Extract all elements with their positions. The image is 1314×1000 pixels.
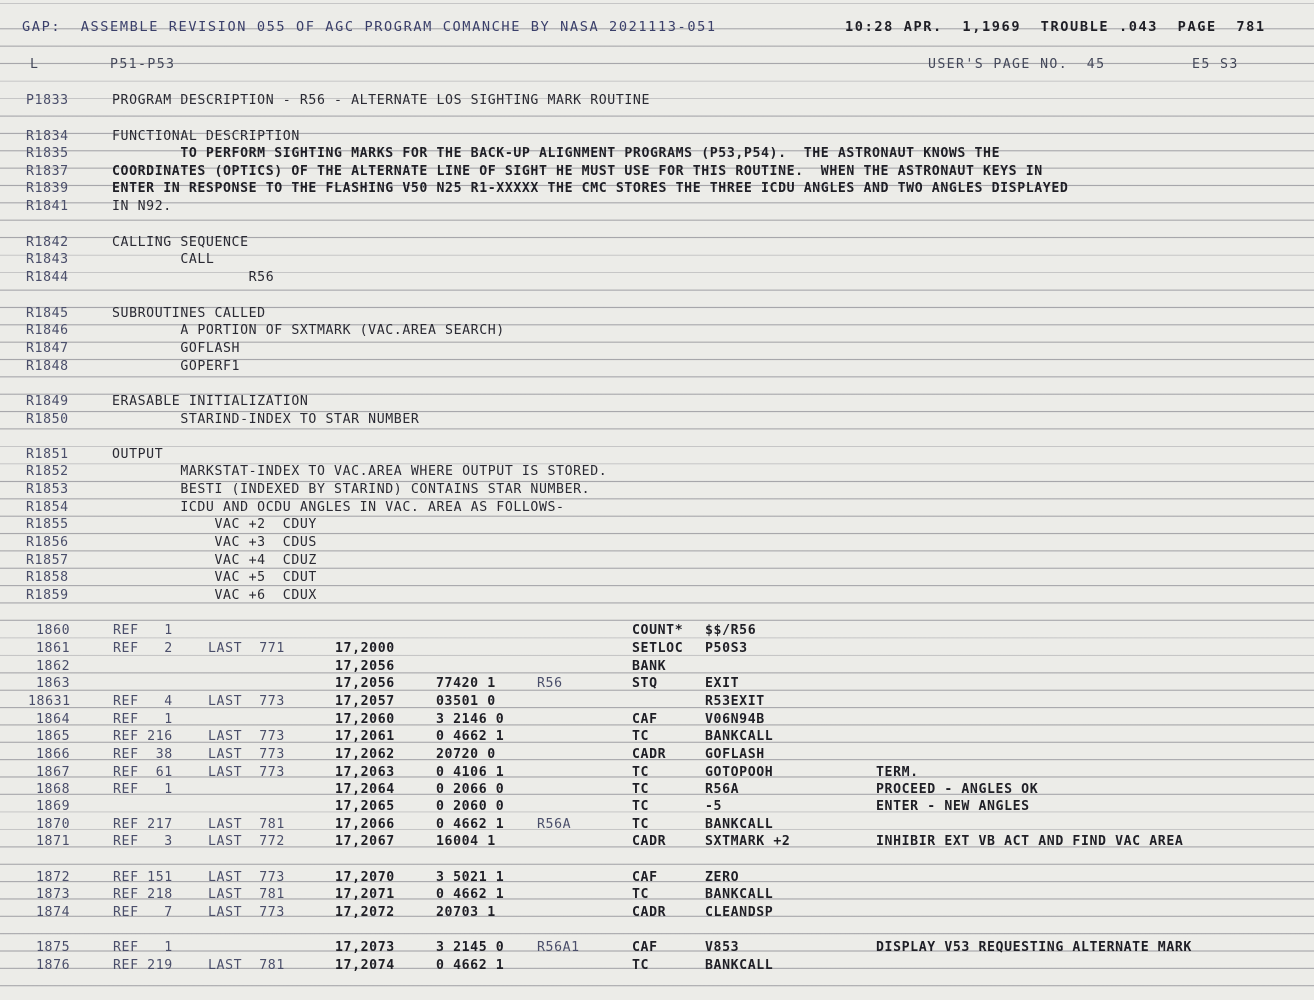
comment: ENTER - NEW ANGLES [876,799,1030,814]
operand: BANKCALL [705,958,774,973]
symbol-label: R56 [537,676,563,691]
line-id: R1855 [26,517,69,532]
line-number: 1863 [36,676,71,691]
opcode: CADR [632,905,667,920]
line-id: R1850 [26,412,69,427]
address: 17,2062 [335,747,395,762]
users-page-number: USER'S PAGE NO. 45 [928,57,1106,72]
line-id: R1859 [26,588,69,603]
ref-count: REF 3 [113,834,173,849]
line-id: P1833 [26,93,69,108]
operand: V06N94B [705,712,765,727]
line-id: R1842 [26,235,69,250]
ref-count: REF 4 [113,694,173,709]
remark-text: OUTPUT [112,447,164,462]
last-ref: LAST 773 [208,870,285,885]
line-number: 1864 [36,712,71,727]
line-number: 1866 [36,747,71,762]
remark-text: COORDINATES (OPTICS) OF THE ALTERNATE LINE OF SIGHT HE MUST USE FOR THIS ROUTINE. WHEN THE ASTRONAUT KEYS IN [112,164,1043,179]
ref-count: REF 1 [113,623,173,638]
octal-word: 0 4662 1 [436,817,505,832]
program-range: P51-P53 [110,57,176,72]
opcode: SETLOC [632,641,684,656]
opcode: TC [632,729,650,744]
operand: ZERO [705,870,740,885]
operand: BANKCALL [705,887,774,902]
ref-count: REF 38 [113,747,173,762]
line-id: R1837 [26,164,69,179]
ref-count: REF 217 [113,817,173,832]
line-id: R1854 [26,500,69,515]
line-id: R1834 [26,129,69,144]
listing-subheader [0,56,1239,73]
last-ref: LAST 773 [208,765,285,780]
octal-word: 20703 1 [436,905,496,920]
octal-word: 3 2145 0 [436,940,505,955]
last-ref: LAST 773 [208,905,285,920]
opcode: CAF [632,870,658,885]
opcode: COUNT* [632,623,684,638]
ref-count: REF 1 [113,712,173,727]
line-id: R1858 [26,570,69,585]
address: 17,2060 [335,712,395,727]
line-number: 1862 [36,659,71,674]
line-id: R1841 [26,199,69,214]
listing-type: L [30,57,40,72]
line-number: 1870 [36,817,71,832]
remark-text: VAC +2 CDUY [112,517,317,532]
line-id: R1853 [26,482,69,497]
address: 17,2064 [335,782,395,797]
remark-text: CALL [112,252,215,267]
line-id: R1844 [26,270,69,285]
remark-text: FUNCTIONAL DESCRIPTION [112,129,300,144]
listing-header [0,19,1266,36]
ref-count: REF 151 [113,870,173,885]
octal-word: 0 2066 0 [436,782,505,797]
line-id: R1847 [26,341,69,356]
octal-word: 20720 0 [436,747,496,762]
octal-word: 3 5021 1 [436,870,505,885]
line-id: R1849 [26,394,69,409]
last-ref: LAST 781 [208,817,285,832]
remark-text: ENTER IN RESPONSE TO THE FLASHING V50 N25 R1-XXXXX THE CMC STORES THE THREE ICDU ANGLES AND TWO ANGLES DISPLAYED [112,181,1069,196]
address: 17,2056 [335,659,395,674]
operand: GOTOPOOH [705,765,774,780]
address: 17,2061 [335,729,395,744]
remark-text: R56 [112,270,275,285]
ref-count: REF 219 [113,958,173,973]
line-id: R1852 [26,464,69,479]
last-ref: LAST 773 [208,729,285,744]
line-number: 1860 [36,623,71,638]
symbol-label: R56A1 [537,940,580,955]
opcode: STQ [632,676,658,691]
ref-count: REF 61 [113,765,173,780]
address: 17,2073 [335,940,395,955]
remark-text: ICDU AND OCDU ANGLES IN VAC. AREA AS FOLLOWS- [112,500,565,515]
opcode: CADR [632,834,667,849]
line-number: 1868 [36,782,71,797]
octal-word: 0 4662 1 [436,958,505,973]
remark-text: A PORTION OF SXTMARK (VAC.AREA SEARCH) [112,323,505,338]
last-ref: LAST 781 [208,958,285,973]
operand: V853 [705,940,740,955]
address: 17,2057 [335,694,395,709]
line-id: R1856 [26,535,69,550]
line-number: 1874 [36,905,71,920]
address: 17,2071 [335,887,395,902]
ref-count: REF 1 [113,940,173,955]
octal-word: 3 2146 0 [436,712,505,727]
opcode: CAF [632,940,658,955]
octal-word: 03501 0 [436,694,496,709]
opcode: BANK [632,659,667,674]
bank-section: E5 S3 [1192,57,1239,72]
line-id: R1857 [26,553,69,568]
address: 17,2065 [335,799,395,814]
remark-text: ERASABLE INITIALIZATION [112,394,309,409]
remark-text: MARKSTAT-INDEX TO VAC.AREA WHERE OUTPUT IS STORED. [112,464,608,479]
comment: PROCEED - ANGLES OK [876,782,1039,797]
octal-word: 0 4106 1 [436,765,505,780]
address: 17,2067 [335,834,395,849]
remark-text: VAC +3 CDUS [112,535,317,550]
line-id: R1848 [26,359,69,374]
octal-word: 77420 1 [436,676,496,691]
line-id: R1839 [26,181,69,196]
octal-word: 0 4662 1 [436,729,505,744]
comment: INHIBIR EXT VB ACT AND FIND VAC AREA [876,834,1184,849]
remark-text: SUBROUTINES CALLED [112,306,266,321]
remark-text: CALLING SEQUENCE [112,235,249,250]
symbol-label: R56A [537,817,572,832]
operand: $$/R56 [705,623,757,638]
line-id: R1845 [26,306,69,321]
opcode: TC [632,887,650,902]
run-info: 10:28 APR. 1,1969 TROUBLE .043 PAGE 781 [845,19,1266,35]
line-number: 1865 [36,729,71,744]
ref-count: REF 7 [113,905,173,920]
line-number: 1871 [36,834,71,849]
line-id: R1835 [26,146,69,161]
remark-text: BESTI (INDEXED BY STARIND) CONTAINS STAR NUMBER. [112,482,591,497]
opcode: CAF [632,712,658,727]
remark-text: GOPERF1 [112,359,241,374]
remark-text: VAC +4 CDUZ [112,553,317,568]
comment: DISPLAY V53 REQUESTING ALTERNATE MARK [876,940,1192,955]
remark-text: IN N92. [112,199,172,214]
line-id: R1851 [26,447,69,462]
last-ref: LAST 781 [208,887,285,902]
remark-text: TO PERFORM SIGHTING MARKS FOR THE BACK-UP ALIGNMENT PROGRAMS (P53,P54). THE ASTRONAUT KNOWS THE [112,146,1001,161]
operand: EXIT [705,676,740,691]
line-number: 18631 [28,694,71,709]
opcode: TC [632,958,650,973]
operand: -5 [705,799,723,814]
ref-count: REF 1 [113,782,173,797]
address: 17,2063 [335,765,395,780]
opcode: TC [632,817,650,832]
ref-count: REF 2 [113,641,173,656]
remark-text: PROGRAM DESCRIPTION - R56 - ALTERNATE LOS SIGHTING MARK ROUTINE [112,93,650,108]
operand: SXTMARK +2 [705,834,791,849]
address: 17,2066 [335,817,395,832]
last-ref: LAST 773 [208,747,285,762]
operand: BANKCALL [705,817,774,832]
opcode: TC [632,799,650,814]
assembly-title: GAP: ASSEMBLE REVISION 055 OF AGC PROGRAM COMANCHE BY NASA 2021113-051 [22,19,717,35]
last-ref: LAST 771 [208,641,285,656]
line-id: R1846 [26,323,69,338]
last-ref: LAST 773 [208,694,285,709]
address: 17,2000 [335,641,395,656]
octal-word: 0 4662 1 [436,887,505,902]
octal-word: 16004 1 [436,834,496,849]
remark-text: VAC +6 CDUX [112,588,317,603]
operand: CLEANDSP [705,905,774,920]
opcode: CADR [632,747,667,762]
comment: TERM. [876,765,919,780]
remark-text: GOFLASH [112,341,241,356]
line-number: 1861 [36,641,71,656]
operand: R53EXIT [705,694,765,709]
line-number: 1872 [36,870,71,885]
octal-word: 0 2060 0 [436,799,505,814]
line-number: 1876 [36,958,71,973]
opcode: TC [632,765,650,780]
address: 17,2074 [335,958,395,973]
operand: P50S3 [705,641,748,656]
address: 17,2070 [335,870,395,885]
address: 17,2072 [335,905,395,920]
operand: BANKCALL [705,729,774,744]
remark-text: STARIND-INDEX TO STAR NUMBER [112,412,420,427]
line-number: 1875 [36,940,71,955]
ref-count: REF 218 [113,887,173,902]
line-number: 1869 [36,799,71,814]
line-number: 1873 [36,887,71,902]
line-number: 1867 [36,765,71,780]
operand: R56A [705,782,740,797]
remark-text: VAC +5 CDUT [112,570,317,585]
line-id: R1843 [26,252,69,267]
opcode: TC [632,782,650,797]
address: 17,2056 [335,676,395,691]
operand: GOFLASH [705,747,765,762]
ref-count: REF 216 [113,729,173,744]
last-ref: LAST 772 [208,834,285,849]
